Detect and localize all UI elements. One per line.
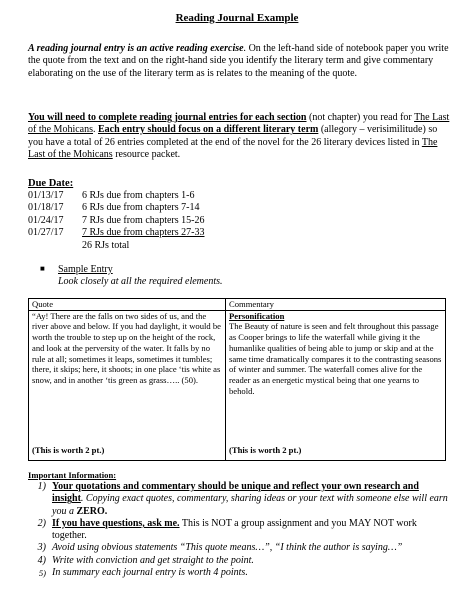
commentary-text: The Beauty of nature is seen and felt throughout this passage as Cooper brings to life the waterfall while giving it the humanlike qualities of being able to jump or skip and at the same time dramatically compares it to the contrasting seasons of winter and summer. The waterfall comes alive for the reader as an energetic mystical being that one yearns to behold.	[229, 321, 442, 396]
quote-column-header: Quote	[29, 299, 226, 311]
item-text: In summary each journal entry is worth 4 points.	[52, 567, 248, 579]
list-item	[28, 555, 450, 567]
list-item	[28, 542, 450, 554]
due-text: 7 RJs due from chapters 27-33	[82, 227, 205, 239]
sample-entry-subtitle: Look closely at all the required elements.	[58, 276, 223, 288]
quote-cell	[29, 310, 226, 460]
requirements-part3: .	[93, 124, 98, 136]
square-bullet-icon: ■	[40, 264, 45, 273]
item-number: 4)	[37, 554, 46, 566]
due-row	[28, 215, 204, 227]
requirements-part6: resource packet.	[112, 148, 181, 160]
requirements-part2: (not chapter) you read for	[306, 112, 415, 123]
intro-lead: A reading journal entry is an active reading exercise	[28, 43, 244, 54]
due-date: 01/13/17	[28, 190, 64, 201]
item-text: Avoid using obvious statements “This quote means…”, “I think the author is saying…”	[52, 542, 403, 554]
intro-paragraph	[28, 43, 450, 80]
intro-rest: On the left-hand side of notebook paper you write the quote from the text and on the right-hand side you identify the literary term and give commentary elaborating on the use of the literary term as is relates to the meaning of the quote.	[28, 43, 449, 79]
commentary-worth-note: (This is worth 2 pt.)	[229, 445, 302, 455]
due-text: 6 RJs due from chapters 7-14	[82, 202, 200, 214]
requirements-part5: (allegory – verisimilitude) so you have a total of 26 entries completed at the end of the novel for the 26 literary devices listed in	[28, 124, 438, 148]
important-info-list	[28, 481, 450, 579]
requirements-paragraph	[28, 112, 450, 161]
item-bold-text: Your quotations and commentary should be unique and reflect your own research and insight	[52, 481, 419, 505]
item-number: 3)	[37, 542, 46, 554]
due-date: 01/24/17	[28, 214, 64, 226]
list-item	[28, 567, 450, 579]
requirements-part1: You will need to complete reading journal entries for each section	[28, 112, 307, 123]
due-row	[28, 227, 204, 239]
due-row	[28, 190, 204, 202]
intro-lead-end: .	[243, 43, 247, 54]
literary-term: Personification	[229, 310, 285, 321]
due-row	[28, 202, 204, 214]
list-item	[28, 481, 450, 518]
item-number: 1)	[37, 481, 46, 492]
commentary-column-header: Commentary	[226, 299, 446, 311]
quote-text: “Ay! There are the falls on two sides of us, and the river above and below. If you had daylight, it would be worth the trouble to step up on the height of the rock, and look at the perversity of the water. It falls by no rule at all; sometimes it leaps, sometimes it tumbles; there, it skips; here, it shoots; in one place ‘tis white as snow, and in another ‘tis green as grass….. (50).	[32, 310, 221, 385]
commentary-cell	[226, 310, 446, 460]
item-italic-text: . Copying exact quotes, commentary, sharing ideas or your text with someone else will earn you a	[52, 493, 448, 517]
book-title-1: The Last of the Mohicans	[28, 112, 450, 136]
due-text: 6 RJs due from chapters 1-6	[82, 190, 195, 201]
due-date: 01/27/17	[28, 227, 64, 239]
sample-entry-label: Sample Entry	[58, 264, 113, 275]
quote-worth-note: (This is worth 2 pt.)	[32, 445, 105, 455]
book-title-2: The Last of the Mohicans	[28, 136, 438, 160]
important-info-heading: Important Information:	[28, 470, 117, 480]
due-date-list	[28, 190, 204, 252]
sample-entry-section	[40, 263, 223, 289]
requirements-part4: Each entry should focus on a different literary term	[98, 124, 319, 136]
sample-entry-table	[28, 298, 446, 461]
due-date-heading: Due Date:	[28, 178, 74, 189]
table-header-row	[29, 299, 446, 311]
due-text: 7 RJs due from chapters 15-26	[82, 214, 205, 226]
item-text: This is NOT a group assignment and you MAY NOT work together.	[52, 517, 417, 542]
item-number: 2)	[37, 517, 46, 529]
table-row	[29, 310, 446, 460]
item-bold-text: If you have questions, ask me.	[52, 517, 180, 529]
due-date: 01/18/17	[28, 202, 64, 214]
due-total: 26 RJs total	[82, 239, 130, 251]
item-text: Write with conviction and get straight to the point.	[52, 554, 254, 566]
item-number: 5)	[38, 568, 46, 579]
list-item	[28, 518, 450, 543]
item-zero-text: ZERO.	[76, 505, 108, 517]
page-title: Reading Journal Example	[175, 12, 299, 24]
